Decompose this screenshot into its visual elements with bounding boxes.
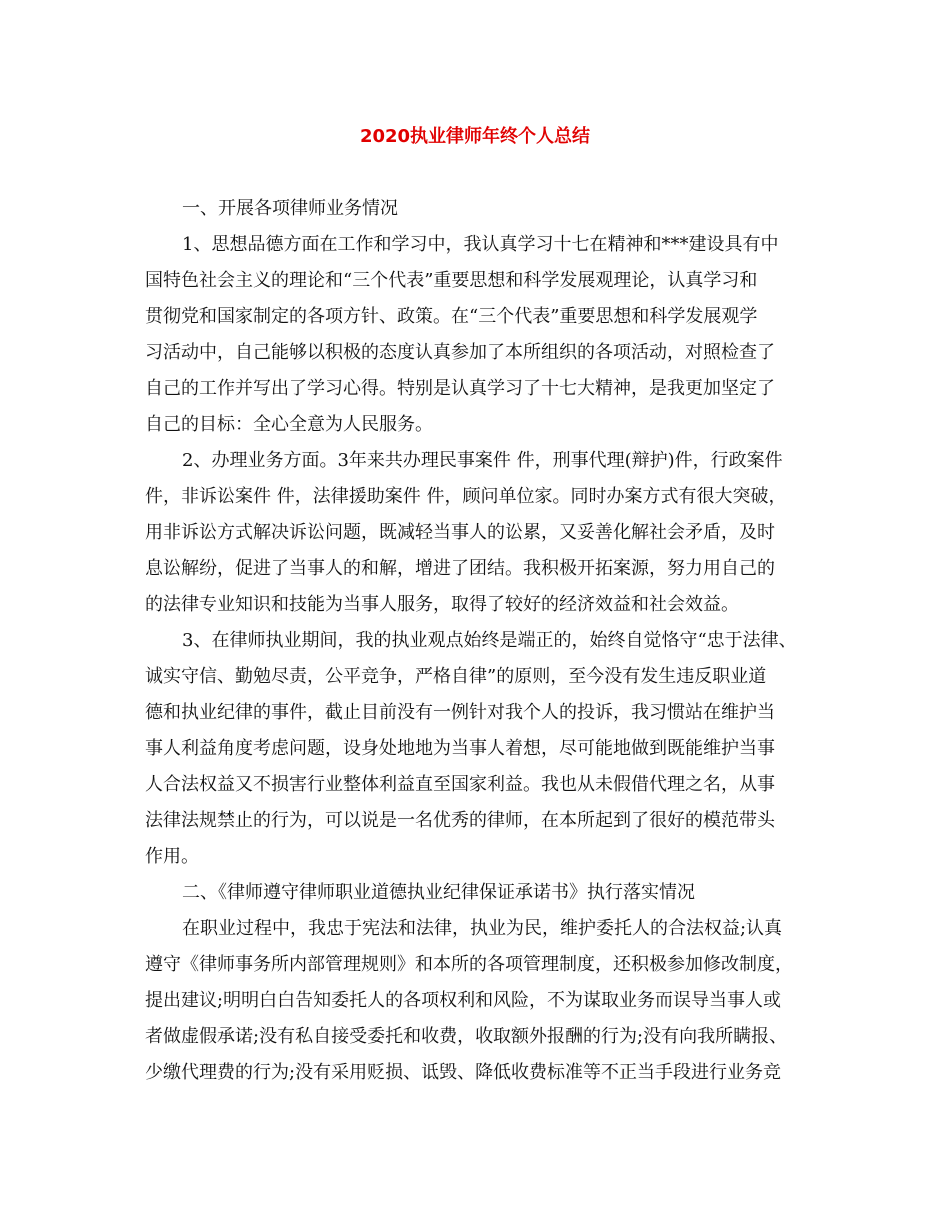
paragraph-line: 少缴代理费的行为;没有采用贬损、诋毁、降低收费标准等不正当手段进行业务竞 [145, 1062, 782, 1083]
paragraph-line: 提出建议;明明白白告知委托人的各项权利和风险，不为谋取业务而误导当事人或 [145, 990, 782, 1011]
paragraph-line: 作用。 [145, 846, 199, 867]
paragraph-line: 法律法规禁止的行为，可以说是一名优秀的律师，在本所起到了很好的模范带头 [145, 810, 775, 831]
paragraph-line: 人合法权益又不损害行业整体利益直至国家利益。我也从未假借代理之名，从事 [145, 774, 775, 795]
document-title: 2020执业律师年终个人总结 [359, 126, 591, 147]
section-heading-2: 二、《律师遵守律师职业道德执业纪律保证承诺书》执行落实情况 [182, 882, 695, 903]
paragraph-line: 的法律专业知识和技能为当事人服务，取得了较好的经济效益和社会效益。 [145, 594, 739, 615]
paragraph-line: 在职业过程中，我忠于宪法和法律，执业为民，维护委托人的合法权益;认真 [182, 918, 783, 939]
paragraph-line: 1、思想品德方面在工作和学习中，我认真学习十七在精神和***建设具有中 [182, 234, 779, 255]
paragraph-line: 事人利益角度考虑问题，设身处地地为当事人着想，尽可能地做到既能维护当事 [145, 738, 775, 759]
paragraph-line: 息讼解纷，促进了当事人的和解，增进了团结。我积极开拓案源，努力用自己的 [145, 558, 775, 579]
paragraph-line: 用非诉讼方式解决诉讼问题，既减轻当事人的讼累，又妥善化解社会矛盾，及时 [145, 522, 775, 543]
section-heading-1: 一、开展各项律师业务情况 [182, 198, 398, 219]
paragraph-line: 2、办理业务方面。3年来共办理民事案件 件，刑事代理(辩护)件，行政案件 [182, 450, 783, 471]
paragraph-line: 习活动中，自己能够以积极的态度认真参加了本所组织的各项活动，对照检查了 [145, 342, 775, 363]
paragraph-line: 自己的工作并写出了学习心得。特别是认真学习了十七大精神，是我更加坚定了 [145, 378, 775, 399]
paragraph-line: 件，非诉讼案件 件，法律援助案件 件，顾问单位家。同时办案方式有很大突破， [145, 486, 787, 507]
paragraph-line: 3、在律师执业期间，我的执业观点始终是端正的，始终自觉恪守“忠于法律、 [182, 630, 797, 651]
paragraph-line: 国特色社会主义的理论和“三个代表”重要思想和科学发展观理论，认真学习和 [145, 270, 758, 291]
paragraph-line: 诚实守信、勤勉尽责，公平竞争，严格自律”的原则，至今没有发生违反职业道 [145, 666, 767, 687]
paragraph-line: 贯彻党和国家制定的各项方针、政策。在“三个代表”重要思想和科学发展观学 [145, 306, 758, 327]
paragraph-line: 者做虚假承诺;没有私自接受委托和收费，收取额外报酬的行为;没有向我所瞒报、 [145, 1026, 788, 1047]
paragraph-line: 德和执业纪律的事件，截止目前没有一例针对我个人的投诉，我习惯站在维护当 [145, 702, 775, 723]
paragraph-line: 自己的目标：全心全意为人民服务。 [145, 414, 433, 435]
paragraph-line: 遵守《律师事务所内部管理规则》和本所的各项管理制度，还积极参加修改制度， [145, 954, 793, 975]
